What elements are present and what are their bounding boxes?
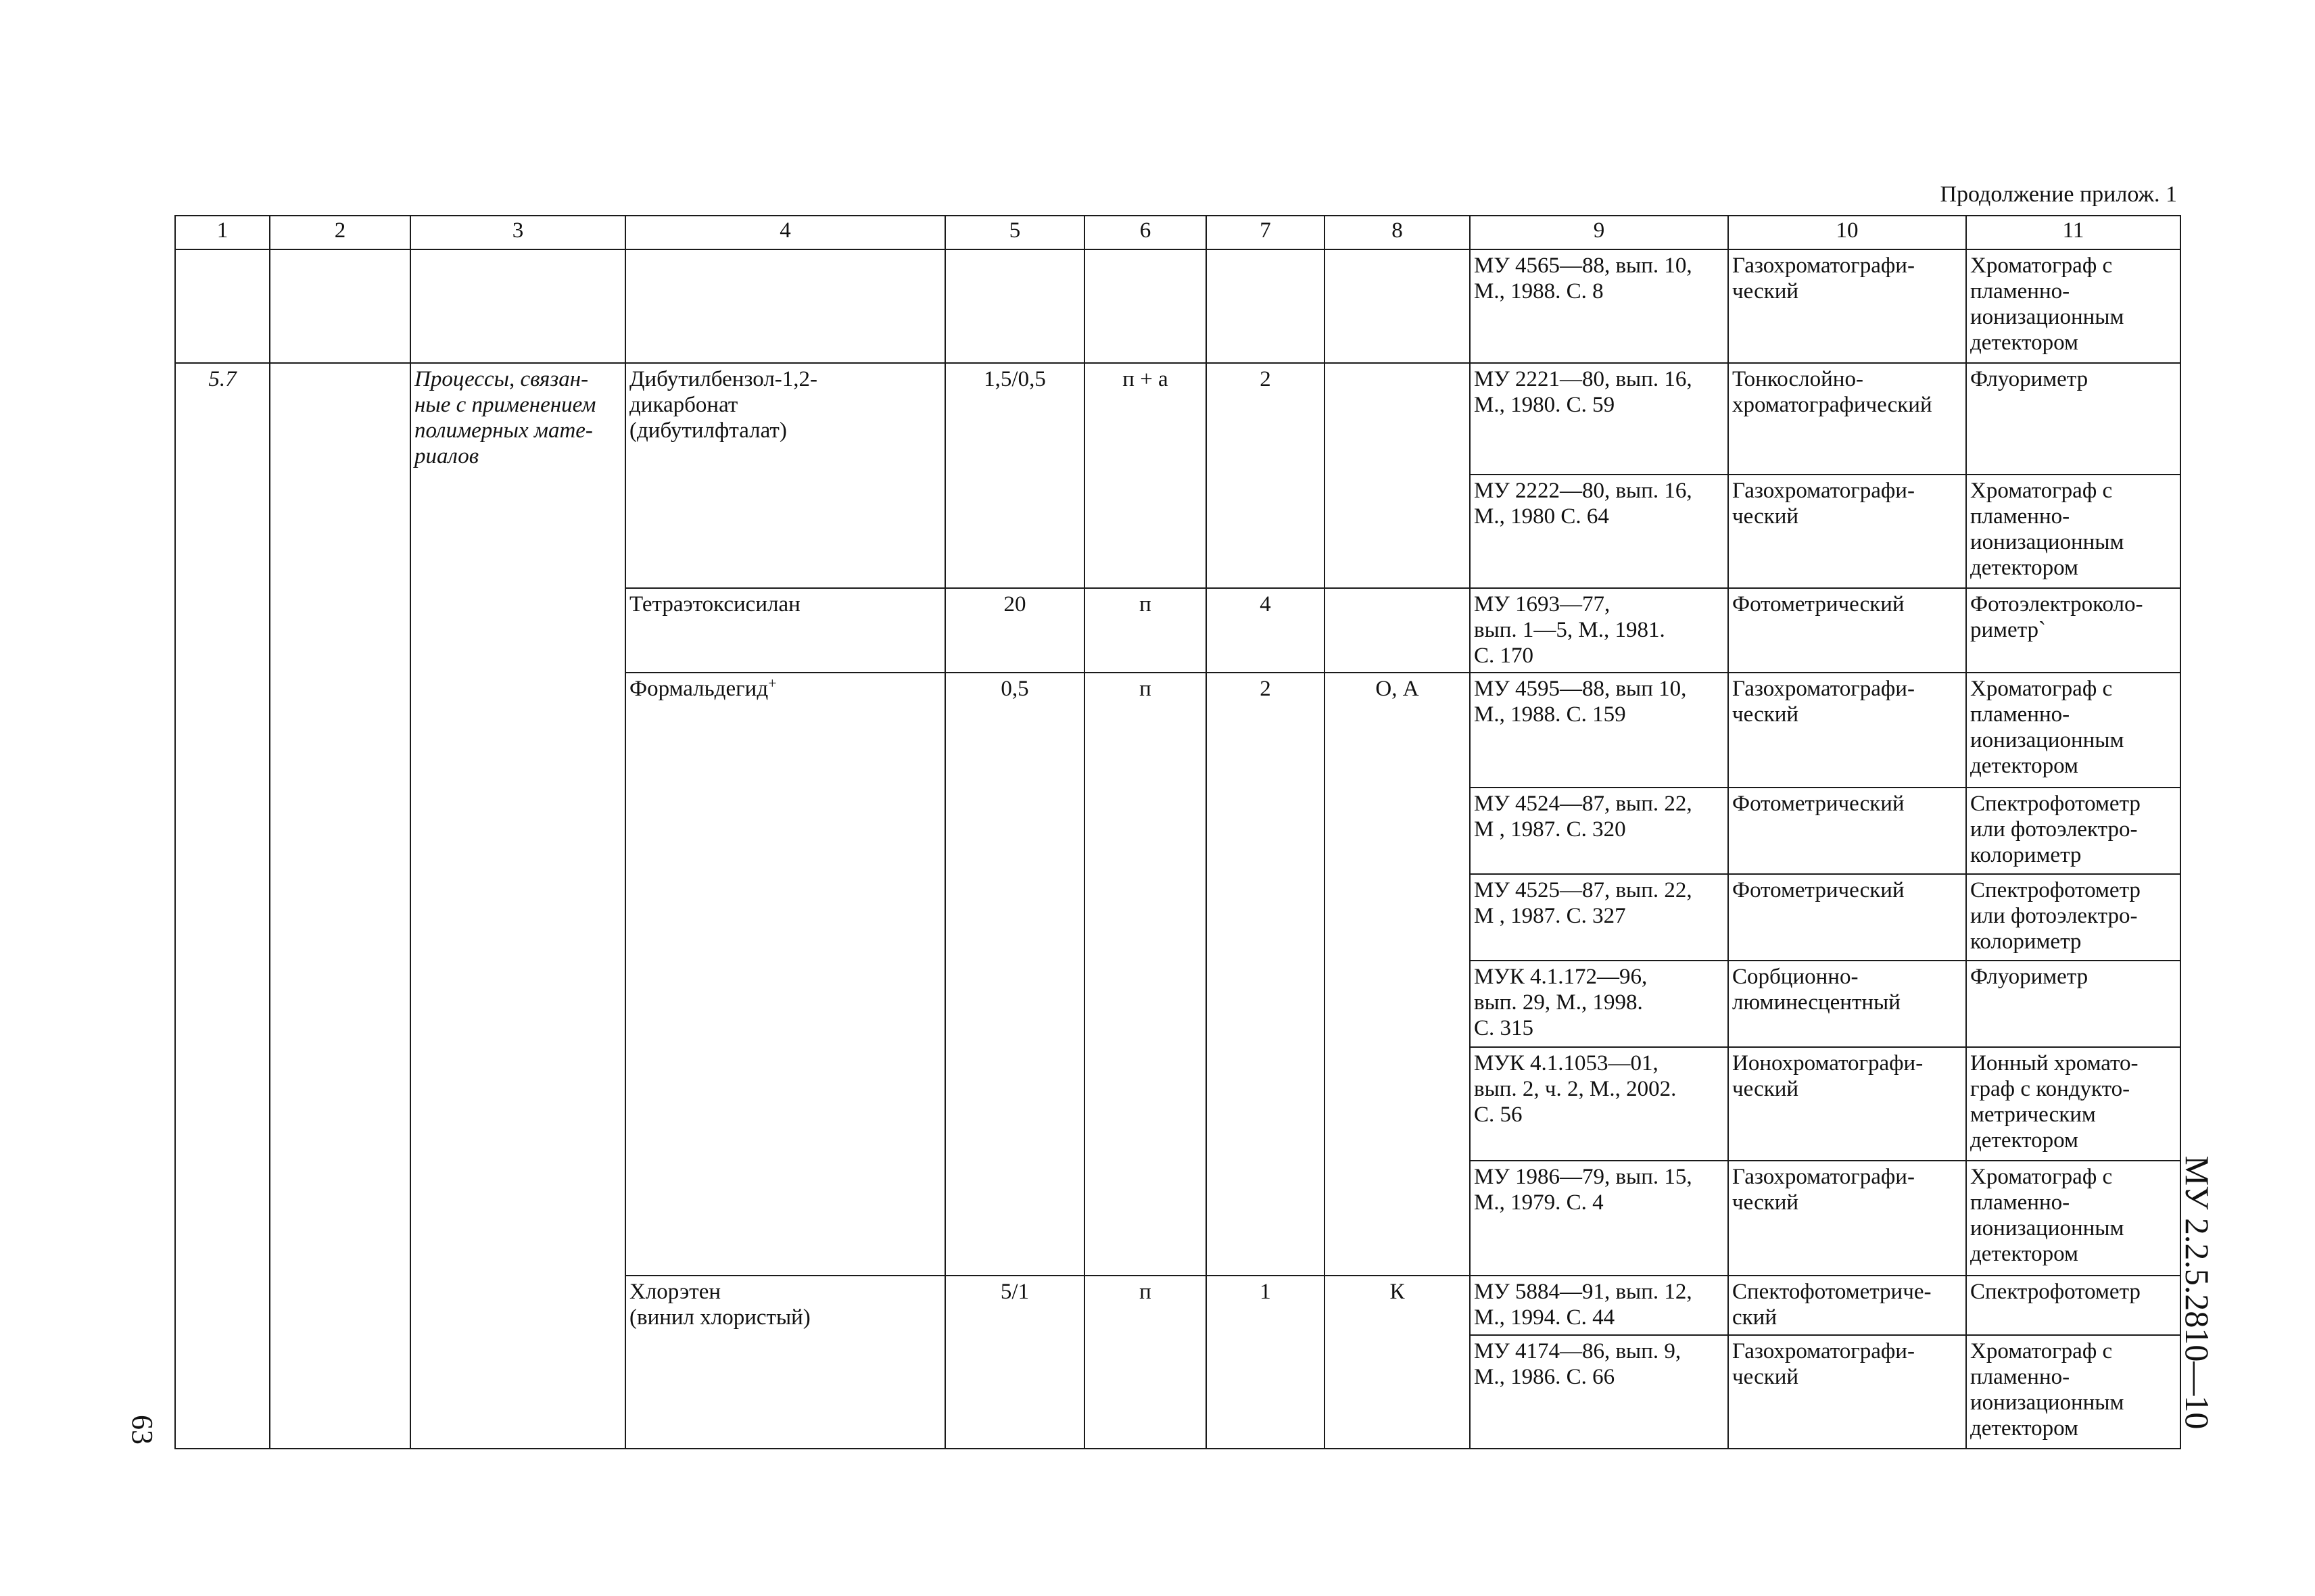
analysis-method: Фотометрический xyxy=(1728,788,1966,874)
analysis-method: Газохроматографи- ческий xyxy=(1728,673,1966,788)
measuring-device: Спектрофотометр xyxy=(1966,1276,2180,1335)
method-document: МУ 5884—91, вып. 12, М., 1994. С. 44 xyxy=(1470,1276,1728,1335)
analysis-method: Газохроматографи- ческий xyxy=(1728,1335,1966,1449)
table-row xyxy=(175,249,2180,363)
method-document: МУ 4525—87, вып. 22, М , 1987. С. 327 xyxy=(1470,874,1728,961)
method-document: МУ 2221—80, вып. 16, М., 1980. С. 59 xyxy=(1470,363,1728,475)
aggregate-state: п xyxy=(1084,673,1206,1276)
action-feature: О, А xyxy=(1324,673,1470,1276)
substance-name: Хлорэтен (винил хлористый) xyxy=(625,1276,945,1449)
document-code: МУ 2.2.5.2810—10 xyxy=(2178,1155,2216,1430)
aggregate-state: п xyxy=(1084,1276,1206,1449)
cell-empty xyxy=(1206,249,1324,363)
analysis-method: Ионохроматографи- ческий xyxy=(1728,1047,1966,1161)
method-document: МУ 4595—88, вып 10, М., 1988. С. 159 xyxy=(1470,673,1728,788)
cell-empty xyxy=(1084,249,1206,363)
method-document: МУК 4.1.1053—01, вып. 2, ч. 2, М., 2002. С. 56 xyxy=(1470,1047,1728,1161)
substance-name xyxy=(625,673,945,1276)
col-header-6: 6 xyxy=(1084,216,1206,249)
analysis-method: Сорбционно- люминесцентный xyxy=(1728,961,1966,1047)
hazard-class: 2 xyxy=(1206,363,1324,588)
col-header-1: 1 xyxy=(175,216,270,249)
cell-empty xyxy=(625,249,945,363)
col-header-4: 4 xyxy=(625,216,945,249)
measuring-device: Хроматограф с пламенно- ионизационным детектором xyxy=(1966,1335,2180,1449)
col-header-8: 8 xyxy=(1324,216,1470,249)
col-header-7: 7 xyxy=(1206,216,1324,249)
analysis-method: Фотометрический xyxy=(1728,874,1966,961)
col-header-2: 2 xyxy=(270,216,410,249)
method-document: МУ 4524—87, вып. 22, М , 1987. С. 320 xyxy=(1470,788,1728,874)
section-number: 5.7 xyxy=(175,363,270,1449)
process-description: Процессы, связан- ные с применением полимерных мате- риалов xyxy=(410,363,625,1449)
mac-value: 5/1 xyxy=(945,1276,1084,1449)
substances-table xyxy=(174,215,2181,1449)
method-document: МУ 1986—79, вып. 15, М., 1979. С. 4 xyxy=(1470,1161,1728,1276)
cell-empty xyxy=(270,363,410,1449)
measuring-device: Спектрофотометр или фотоэлектро- колориметр xyxy=(1966,874,2180,961)
cell-empty xyxy=(945,249,1084,363)
cell-empty xyxy=(175,249,270,363)
aggregate-state: п + а xyxy=(1084,363,1206,588)
col-header-11: 11 xyxy=(1966,216,2180,249)
analysis-method: Газохроматографи- ческий xyxy=(1728,475,1966,588)
cell-empty xyxy=(270,249,410,363)
cell-empty xyxy=(410,249,625,363)
measuring-device: Фотоэлектроколо- риметр` xyxy=(1966,588,2180,673)
method-document: МУ 4565—88, вып. 10, М., 1988. С. 8 xyxy=(1470,249,1728,363)
analysis-method: Спектофотометриче- ский xyxy=(1728,1276,1966,1335)
continuation-label: Продолжение прилож. 1 xyxy=(1940,182,2177,207)
substance-name: Дибутилбензол-1,2- дикарбонат (дибутилфталат) xyxy=(625,363,945,588)
measuring-device: Хроматограф с пламенно- ионизационным детектором xyxy=(1966,673,2180,788)
page-number: 63 xyxy=(126,1415,159,1445)
measuring-device: Хроматограф с пламенно- ионизационным детектором xyxy=(1966,1161,2180,1276)
method-document: МУ 1693—77, вып. 1—5, М., 1981. С. 170 xyxy=(1470,588,1728,673)
substance-label: Формальдегид xyxy=(629,677,769,701)
col-header-5: 5 xyxy=(945,216,1084,249)
method-document: МУ 4174—86, вып. 9, М., 1986. С. 66 xyxy=(1470,1335,1728,1449)
hazard-class: 2 xyxy=(1206,673,1324,1276)
mac-value: 20 xyxy=(945,588,1084,673)
aggregate-state: п xyxy=(1084,588,1206,673)
action-feature: К xyxy=(1324,1276,1470,1449)
measuring-device: Спектрофотометр или фотоэлектро- колориметр xyxy=(1966,788,2180,874)
col-header-10: 10 xyxy=(1728,216,1966,249)
substance-mark: + xyxy=(768,675,777,692)
analysis-method: Газохроматографи- ческий xyxy=(1728,1161,1966,1276)
hazard-class: 4 xyxy=(1206,588,1324,673)
mac-value: 1,5/0,5 xyxy=(945,363,1084,588)
mac-value: 0,5 xyxy=(945,673,1084,1276)
col-header-9: 9 xyxy=(1470,216,1728,249)
measuring-device: Ионный хромато- граф с кондукто- метрическим детектором xyxy=(1966,1047,2180,1161)
action-feature xyxy=(1324,588,1470,673)
analysis-method: Фотометрический xyxy=(1728,588,1966,673)
analysis-method: Тонкослойно- хроматографический xyxy=(1728,363,1966,475)
substance-name: Тетраэтоксисилан xyxy=(625,588,945,673)
method-document: МУК 4.1.172—96, вып. 29, М., 1998. С. 315 xyxy=(1470,961,1728,1047)
method-document: МУ 2222—80, вып. 16, М., 1980 С. 64 xyxy=(1470,475,1728,588)
hazard-class: 1 xyxy=(1206,1276,1324,1449)
col-header-3: 3 xyxy=(410,216,625,249)
measuring-device: Флуориметр xyxy=(1966,961,2180,1047)
column-numbers-row xyxy=(175,216,2180,249)
analysis-method: Газохроматографи- ческий xyxy=(1728,249,1966,363)
measuring-device: Хроматограф с пламенно- ионизационным детектором xyxy=(1966,249,2180,363)
table-row xyxy=(175,363,2180,475)
action-feature xyxy=(1324,363,1470,588)
measuring-device: Флуориметр xyxy=(1966,363,2180,475)
measuring-device: Хроматограф с пламенно- ионизационным детектором xyxy=(1966,475,2180,588)
cell-empty xyxy=(1324,249,1470,363)
